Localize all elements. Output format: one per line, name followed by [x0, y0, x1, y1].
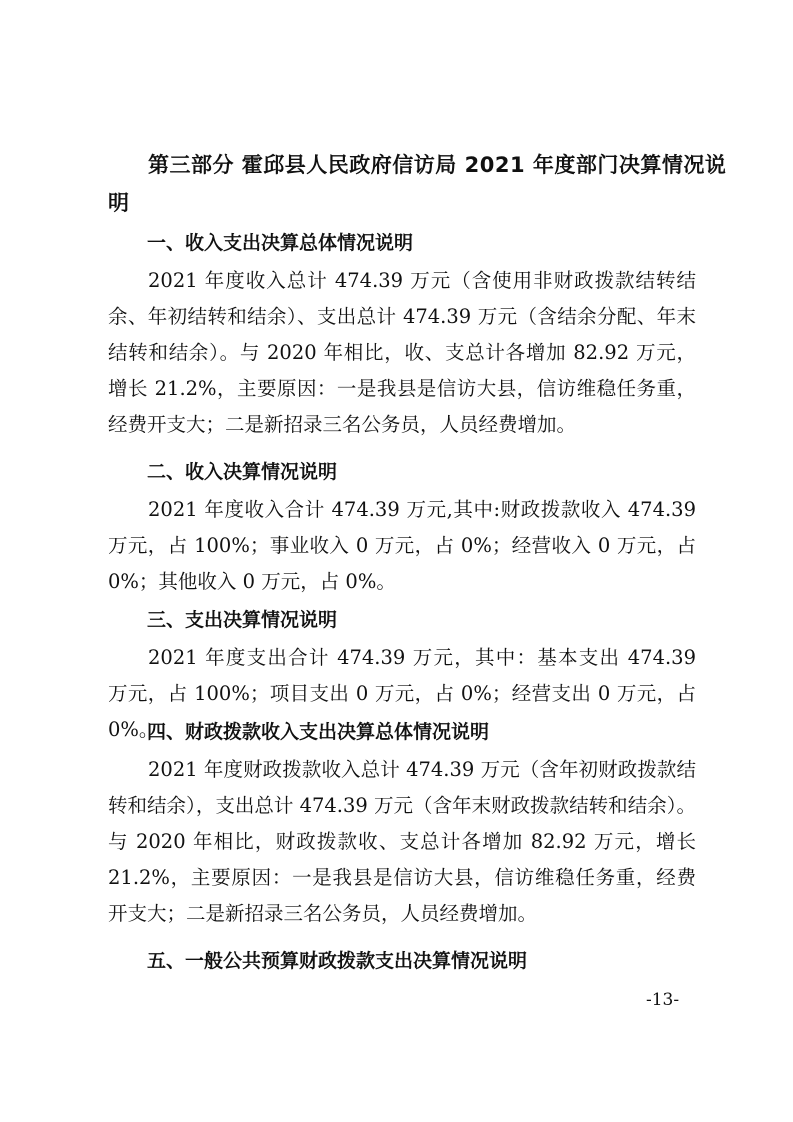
section-heading-1: 一、收入支出决算总体情况说明: [147, 232, 414, 254]
title-line-1: 第三部分 霍邱县人民政府信访局 2021 年度部门决算情况说: [148, 153, 727, 177]
section-heading-5: 五、一般公共预算财政拨款支出决算情况说明: [147, 950, 528, 972]
title-line-2: 明: [108, 191, 130, 215]
section-heading-2: 二、收入决算情况说明: [147, 461, 338, 483]
section-body-3: 2021 年度支出合计 474.39 万元，其中：基本支出 474.39 万元，占 100%；项目支出 0 万元，占 0%；经营支出 0 万元，占 0%。: [108, 646, 696, 741]
section-heading-3: 三、支出决算情况说明: [147, 609, 338, 631]
section-body-4: 2021 年度财政拨款收入总计 474.39 万元（含年初财政拨款结转和结余），支出总计 474.39 万元（含年末财政拨款结转和结余）。与 2020 年相比，财政拨款收、支总计各增加 82.92 万元，增长 21.2%，主要原因：一是我县是信访大县，信访维稳任务重，经费开支大；二是新招录三名公务员，人员经费增加。: [108, 758, 696, 925]
page-number: -13-: [646, 990, 680, 1010]
section-body-1: 2021 年度收入总计 474.39 万元（含使用非财政拨款结转结余、年初结转和结余）、支出总计 474.39 万元（含结余分配、年末结转和结余）。与 2020 年相比，收、支总计各增加 82.92 万元，增长 21.2%，主要原因：一是我县是信访大县，信访维稳任务重，经费开支大；二是新招录三名公务员，人员经费增加。: [108, 269, 696, 436]
section-body-2: 2021 年度收入合计 474.39 万元,其中:财政拨款收入 474.39 万元，占 100%；事业收入 0 万元，占 0%；经营收入 0 万元，占 0%；其他收入 0 万元，占 0%。: [108, 498, 696, 593]
section-heading-4: 四、财政拨款收入支出决算总体情况说明: [147, 721, 490, 743]
page-title: [108, 146, 727, 222]
